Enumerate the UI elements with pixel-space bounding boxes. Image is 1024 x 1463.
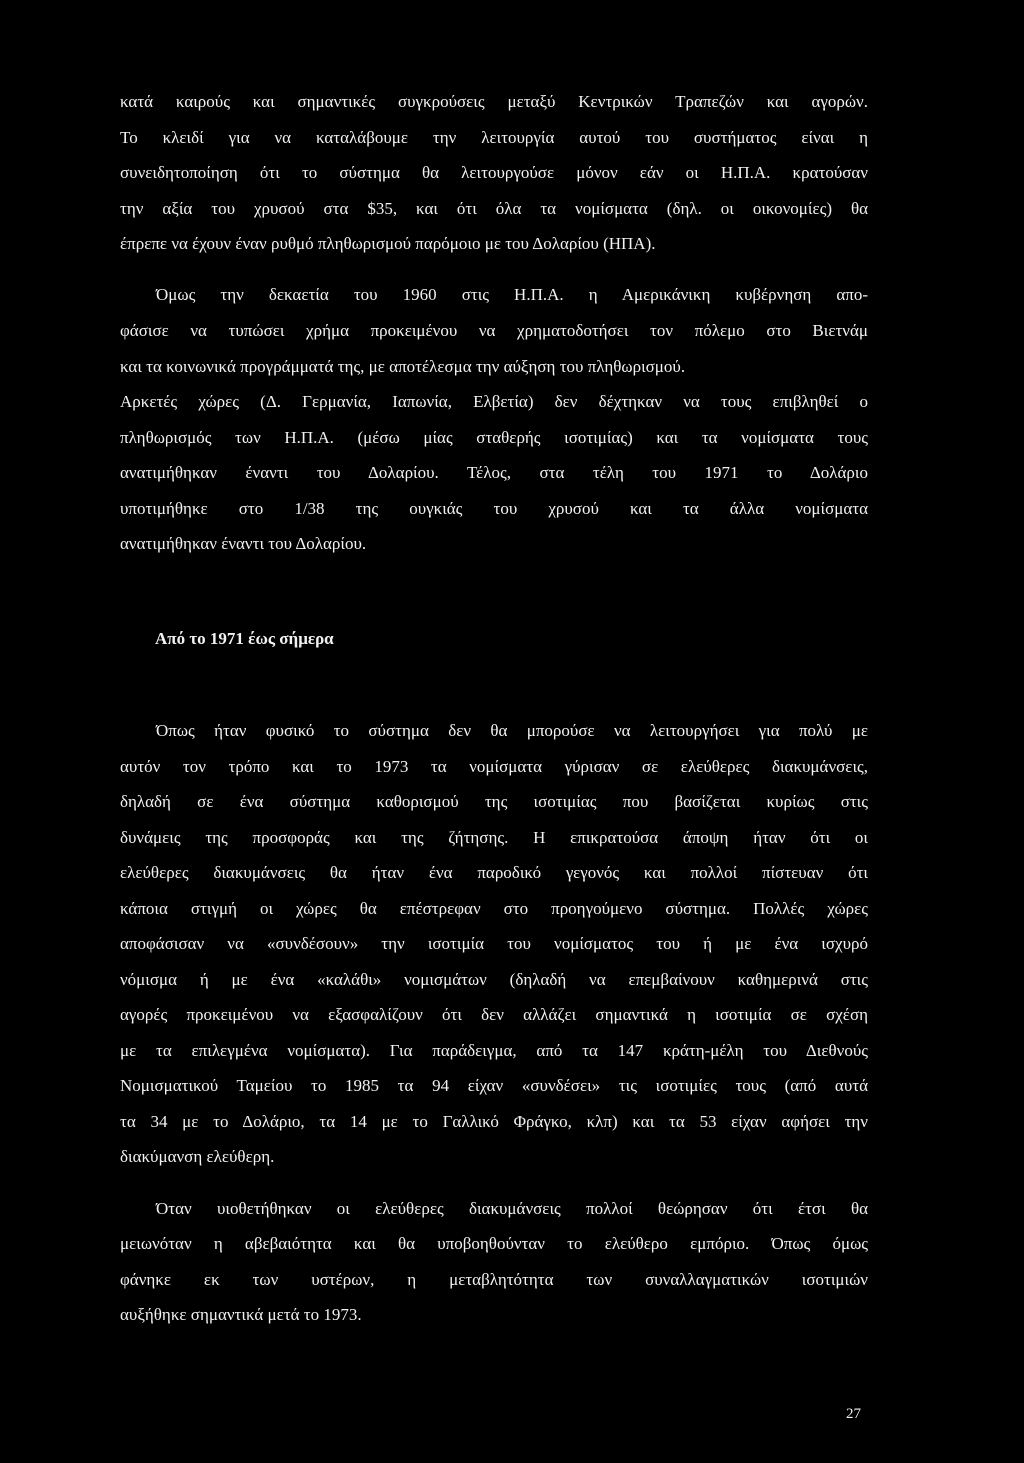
body-text-line: υποτιμήθηκε στο 1/38 της ουγκιάς του χρυσού και τα άλλα νομίσματα (120, 499, 868, 518)
body-text-line: Όμως την δεκαετία του 1960 στις Η.Π.Α. η Αμερικάνικη κυβέρνηση απο- (156, 285, 868, 304)
body-text-line: ανατιμήθηκαν έναντι του Δολαρίου. (120, 534, 367, 553)
body-text-line: φάσισε να τυπώσει χρήμα προκειμένου να χρηματοδοτήσει τον πόλεμο στο Βιετνάμ (120, 321, 868, 340)
body-text-line: αυτόν τον τρόπο και το 1973 τα νομίσματα γύρισαν σε ελεύθερες διακυμάνσεις, (120, 757, 868, 776)
body-text-line: έπρεπε να έχουν έναν ρυθμό πληθωρισμού παρόμοιο με του Δολαρίου (ΗΠΑ). (120, 234, 656, 253)
body-text-line: συνειδητοποίηση ότι το σύστημα θα λειτουργούσε μόνον εάν οι Η.Π.Α. κρατούσαν (120, 163, 868, 182)
body-text-line: αυξήθηκε σημαντικά μετά το 1973. (120, 1305, 362, 1324)
page-number: 27 (846, 1406, 861, 1422)
body-text-line: διακύμανση ελεύθερη. (120, 1147, 275, 1166)
body-text-line: την αξία του χρυσού στα $35, και ότι όλα τα νομίσματα (δηλ. οι οικονομίες) θα (120, 199, 868, 218)
body-text-line: και τα κοινωνικά προγράμματά της, με αποτέλεσμα την αύξηση του πληθωρισμού. (120, 357, 686, 376)
section-heading: Από το 1971 έως σήμερα (155, 629, 334, 648)
body-text-line: αγορές προκειμένου να εξασφαλίζουν ότι δεν αλλάζει σημαντικά η ισοτιμία σε σχέση (120, 1005, 868, 1024)
body-text-line: πληθωρισμός των Η.Π.Α. (μέσω μίας σταθερής ισοτιμίας) και τα νομίσματα τους (120, 428, 868, 447)
body-text-line: Νομισματικού Ταμείου το 1985 τα 94 είχαν «συνδέσει» τις ισοτιμίες τους (από αυτά (120, 1076, 868, 1095)
body-text-line: Το κλειδί για να καταλάβουμε την λειτουργία αυτού του συστήματος είναι η (120, 128, 868, 147)
body-text-line: ανατιμήθηκαν έναντι του Δολαρίου. Τέλος, στα τέλη του 1971 το Δολάριο (120, 463, 868, 482)
body-text-line: αποφάσισαν να «συνδέσουν» την ισοτιμία του νομίσματος του ή με ένα ισχυρό (120, 934, 868, 953)
body-text-line: τα 34 με το Δολάριο, τα 14 με το Γαλλικό Φράγκο, κλπ) και τα 53 είχαν αφήσει την (120, 1112, 868, 1131)
body-text-line: με τα επιλεγμένα νομίσματα). Για παράδειγμα, από τα 147 κράτη-μέλη του Διεθνούς (120, 1041, 868, 1060)
body-text-line: Όταν υιοθετήθηκαν οι ελεύθερες διακυμάνσεις πολλοί θεώρησαν ότι έτσι θα (156, 1199, 868, 1218)
body-text-line: Αρκετές χώρες (Δ. Γερμανία, Ιαπωνία, Ελβετία) δεν δέχτηκαν να τους επιβληθεί ο (120, 392, 868, 411)
body-text-line: νόμισμα ή με ένα «καλάθι» νομισμάτων (δηλαδή να επεμβαίνουν καθημερινά στις (120, 970, 868, 989)
body-text-line: δηλαδή σε ένα σύστημα καθορισμού της ισοτιμίας που βασίζεται κυρίως στις (120, 792, 868, 811)
body-text-line: κάποια στιγμή οι χώρες θα επέστρεφαν στο προηγούμενο σύστημα. Πολλές χώρες (120, 899, 868, 918)
body-text-line: Όπως ήταν φυσικό το σύστημα δεν θα μπορούσε να λειτουργήσει για πολύ με (156, 721, 868, 740)
body-text-line: ελεύθερες διακυμάνσεις θα ήταν ένα παροδικό γεγονός και πολλοί πίστευαν ότι (120, 863, 868, 882)
body-text-line: δυνάμεις της προσφοράς και της ζήτησης. Η επικρατούσα άποψη ήταν ότι οι (120, 828, 868, 847)
body-text-line: φάνηκε εκ των υστέρων, η μεταβλητότητα των συναλλαγματικών ισοτιμιών (120, 1270, 868, 1289)
body-text-line: κατά καιρούς και σημαντικές συγκρούσεις μεταξύ Κεντρικών Τραπεζών και αγορών. (120, 92, 868, 111)
body-text-line: μειωνόταν η αβεβαιότητα και θα υποβοηθούνταν το ελεύθερο εμπόριο. Όπως όμως (120, 1234, 868, 1253)
